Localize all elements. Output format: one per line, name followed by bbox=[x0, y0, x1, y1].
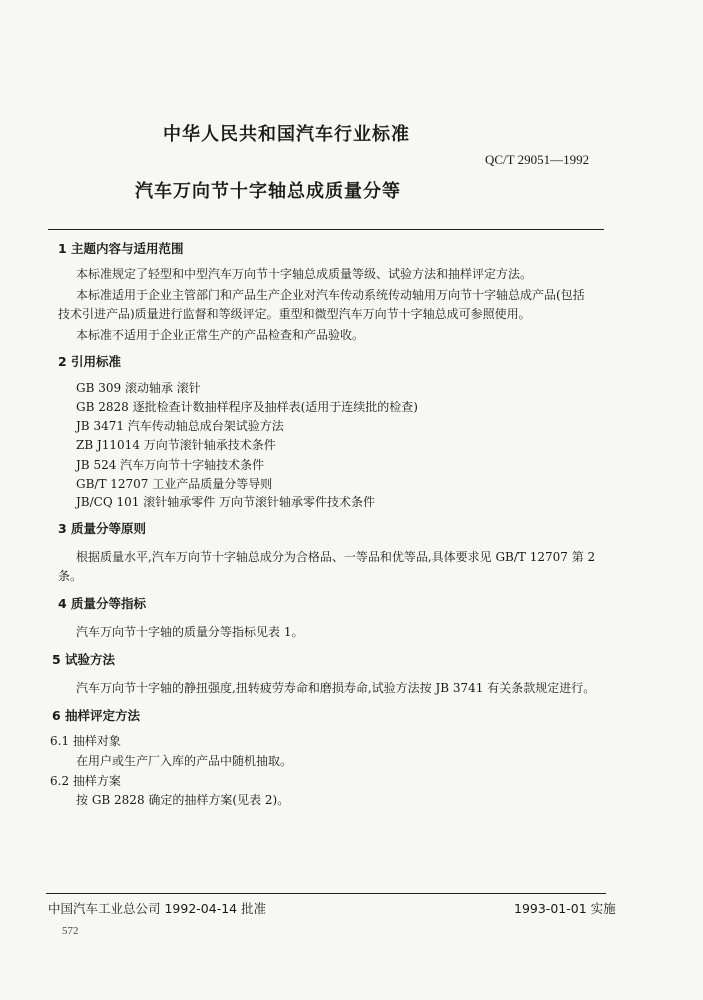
standard-number: QC/T 29051—1992 bbox=[485, 152, 590, 167]
reference-item: JB 3471 汽车传动轴总成台架试验方法 bbox=[76, 419, 284, 433]
section-5-line: 汽车万向节十字轴的静扭强度,扭转疲劳寿命和磨损寿命,试验方法按 JB 3741 有关条款规定进行。 bbox=[76, 681, 596, 695]
subsection-6-2-text: 按 GB 2828 确定的抽样方案(见表 2)。 bbox=[76, 793, 290, 807]
section-3-heading: 3 质量分等原则 bbox=[58, 521, 147, 536]
section-1-line: 本标准适用于企业主管部门和产品生产企业对汽车传动系统传动轴用万向节十字轴总成产品(包括 bbox=[76, 288, 585, 302]
section-4-line: 汽车万向节十字轴的质量分等指标见表 1。 bbox=[76, 625, 304, 639]
section-1-heading: 1 主题内容与适用范围 bbox=[58, 241, 184, 256]
standard-category-title: 中华人民共和国汽车行业标准 bbox=[163, 124, 410, 145]
section-2-heading: 2 引用标准 bbox=[58, 354, 122, 369]
section-6-heading: 6 抽样评定方法 bbox=[52, 708, 141, 723]
reference-item: GB 309 滚动轴承 滚针 bbox=[76, 381, 201, 395]
subsection-6-2-heading: 6.2 抽样方案 bbox=[50, 774, 121, 788]
section-3-line: 条。 bbox=[58, 569, 83, 583]
reference-item: GB/T 12707 工业产品质量分等导则 bbox=[76, 477, 273, 491]
reference-item: JB 524 汽车万向节十字轴技术条件 bbox=[76, 458, 265, 472]
reference-item: JB/CQ 101 滚针轴承零件 万向节滚针轴承零件技术条件 bbox=[76, 495, 376, 509]
section-3-line: 根据质量水平,汽车万向节十字轴总成分为合格品、一等品和优等品,具体要求见 GB/T 12707 第 2 bbox=[76, 550, 596, 564]
section-5-heading: 5 试验方法 bbox=[52, 652, 116, 667]
reference-item: ZB J11014 万向节滚针轴承技术条件 bbox=[76, 438, 276, 452]
section-1-line: 技术引进产品)质量进行监督和等级评定。重型和微型汽车万向节十字轴总成可参照使用。 bbox=[58, 307, 531, 321]
subsection-6-1-text: 在用户或生产厂入库的产品中随机抽取。 bbox=[76, 754, 293, 768]
section-1-line: 本标准不适用于企业正常生产的产品检查和产品验收。 bbox=[76, 328, 365, 342]
footer-divider bbox=[46, 893, 606, 894]
approval-line: 中国汽车工业总公司 1992-04-14 批准 bbox=[48, 901, 267, 916]
page-number: 572 bbox=[62, 925, 79, 937]
effective-date: 1993-01-01 实施 bbox=[514, 901, 616, 916]
section-1-line: 本标准规定了轻型和中型汽车万向节十字轴总成质量等级、试验方法和抽样评定方法。 bbox=[76, 267, 533, 281]
subsection-6-1-heading: 6.1 抽样对象 bbox=[50, 734, 121, 748]
document-title: 汽车万向节十字轴总成质量分等 bbox=[135, 181, 401, 202]
reference-item: GB 2828 逐批检查计数抽样程序及抽样表(适用于连续批的检查) bbox=[76, 400, 418, 414]
header-divider bbox=[48, 229, 604, 230]
section-4-heading: 4 质量分等指标 bbox=[58, 596, 147, 611]
